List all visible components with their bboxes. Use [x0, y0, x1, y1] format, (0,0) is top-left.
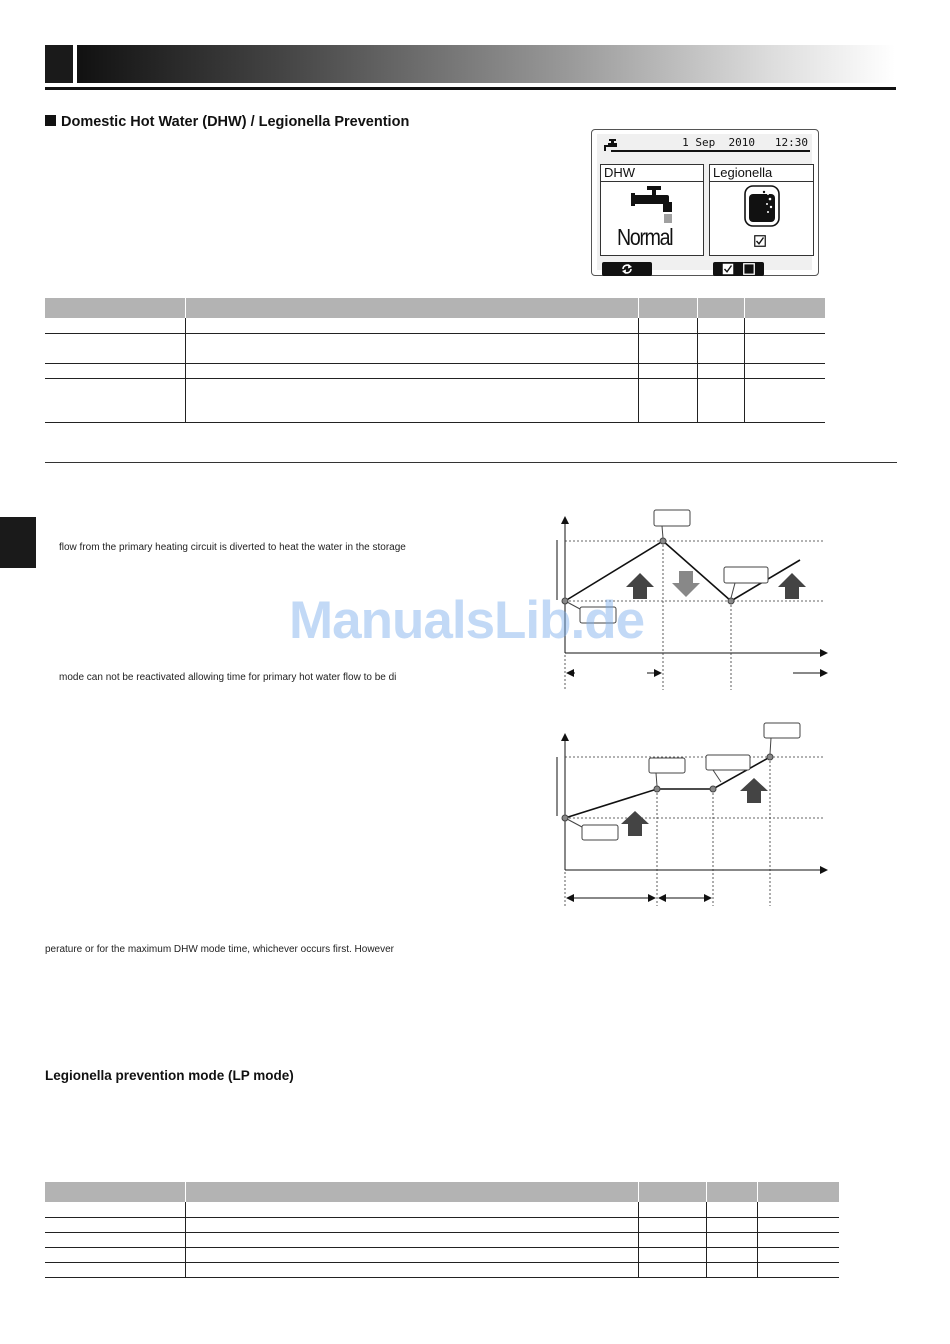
table-header-cell	[639, 298, 698, 318]
checkbox-icon[interactable]	[754, 235, 766, 247]
graph-callout-pointer	[567, 819, 582, 827]
arrow-down-icon	[672, 571, 700, 597]
dhw-panel-label: DHW	[604, 165, 636, 180]
legionella-panel-rule	[710, 181, 813, 182]
table-row	[45, 363, 825, 378]
table-header-cell	[745, 298, 826, 318]
graph-callout-pointer	[713, 770, 721, 782]
paragraph-line: mode can not be reactivated allowing time for primary hot water flow to be di	[59, 672, 397, 683]
table-header-cell	[698, 298, 745, 318]
graph-callout-pointer	[770, 738, 771, 754]
graph-point	[654, 786, 660, 792]
arrow-up-icon	[778, 573, 806, 599]
graph-callout	[764, 723, 800, 738]
table-header-cell	[639, 1182, 707, 1202]
header-gradient-bar	[77, 45, 895, 83]
section-divider	[45, 462, 897, 463]
dhw-settings-table	[45, 298, 825, 423]
dhw-panel[interactable]	[600, 164, 704, 256]
lcd-checkbox-button[interactable]	[713, 262, 764, 276]
section-bullet-square	[45, 115, 56, 126]
table-row	[45, 1202, 839, 1217]
table-header-row	[45, 1182, 839, 1202]
dhw-mode-value: Normal	[617, 224, 673, 250]
legionella-settings-table	[45, 1182, 839, 1278]
section-title-text: Domestic Hot Water (DHW) / Legionella Prevention	[61, 114, 410, 130]
table-row	[45, 1247, 839, 1262]
graph-callout	[654, 510, 690, 526]
graph-point	[710, 786, 716, 792]
graph-callout	[724, 567, 768, 583]
header-square	[45, 45, 73, 83]
table-header-cell	[758, 1182, 840, 1202]
lp-mode-title: Legionella prevention mode (LP mode)	[45, 1068, 294, 1083]
table-row	[45, 318, 825, 333]
table-row	[45, 1217, 839, 1232]
arrow-up-icon	[621, 811, 649, 836]
graph-point	[660, 538, 666, 544]
table-header-row	[45, 298, 825, 318]
table-header-cell	[45, 298, 186, 318]
table-row	[45, 378, 825, 422]
graph-point	[728, 598, 734, 604]
lcd-display	[597, 134, 812, 270]
paragraph-line: perature or for the maximum DHW mode time, whichever occurs first. However	[45, 944, 394, 955]
table-header-cell	[45, 1182, 186, 1202]
paragraph-line: flow from the primary heating circuit is diverted to heat the water in the storage	[59, 542, 406, 553]
section-title	[45, 114, 409, 130]
graph-callout-pointer	[662, 526, 663, 538]
header-rule	[45, 87, 896, 90]
graph-callout	[706, 755, 750, 770]
legionella-panel[interactable]	[709, 164, 814, 256]
table-row	[45, 333, 825, 363]
dhw-panel-rule	[601, 181, 703, 182]
watermark: ManualsLib.de	[289, 591, 645, 650]
side-chapter-tab	[0, 517, 36, 568]
lcd-cycle-button[interactable]	[602, 262, 652, 276]
table-header-cell	[186, 1182, 639, 1202]
graph-callout	[649, 758, 685, 773]
graph-point	[767, 754, 773, 760]
lcd-datetime: 1 Sep 2010 12:30	[682, 136, 808, 149]
table-row	[45, 1262, 839, 1277]
arrow-up-icon	[740, 778, 768, 803]
lcd-top-line	[611, 150, 810, 152]
dhw-temperature-graph-2	[545, 720, 835, 910]
table-header-cell	[707, 1182, 758, 1202]
checkbox-icon	[722, 263, 756, 275]
graph-callout-pointer	[656, 773, 657, 786]
graph-callout-pointer	[731, 583, 735, 598]
lcd-screen	[591, 129, 819, 276]
cycle-icon	[620, 263, 634, 275]
graph-callout	[582, 825, 618, 840]
tank-icon	[744, 185, 780, 227]
table-row	[45, 1232, 839, 1247]
faucet-icon	[631, 184, 677, 224]
graph-point	[562, 815, 568, 821]
table-header-cell	[186, 298, 639, 318]
legionella-panel-label: Legionella	[713, 165, 773, 180]
